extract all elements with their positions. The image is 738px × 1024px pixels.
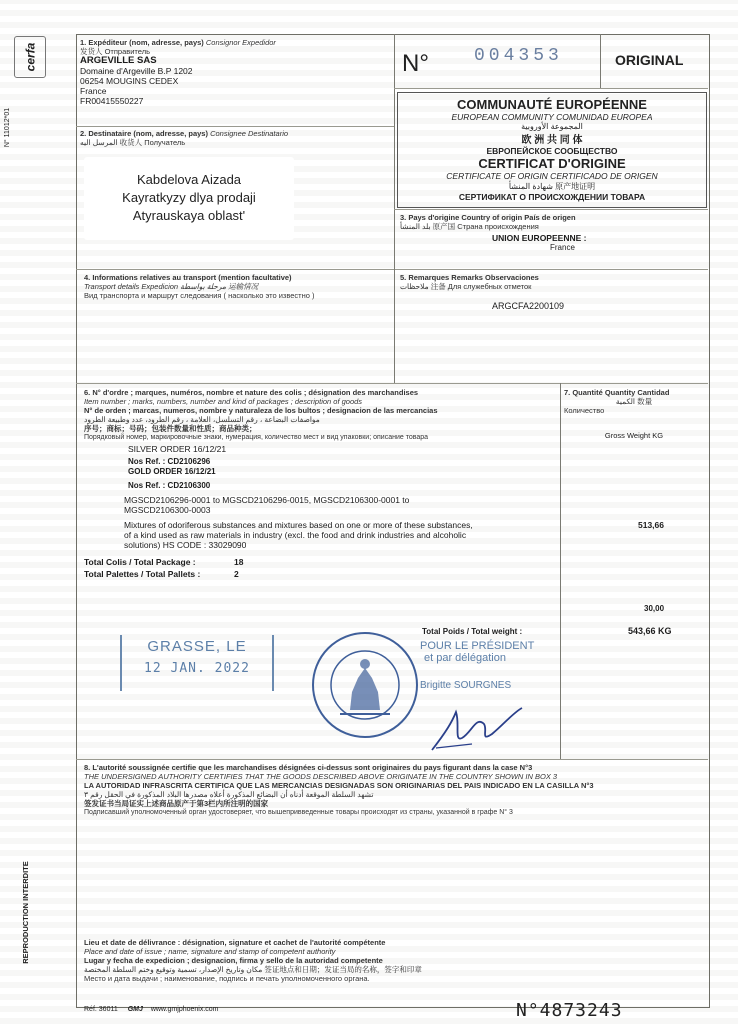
footer-ref: Réf. 36011 GMJ www.gmjphoenix.com — [84, 1006, 219, 1013]
box-4-transport: 4. Informations relatives au transport (mention facultative) Transport details Expedicion مرحلة بواسطة 运输情况 Вид транспорта и маршрут следования ( насколько это известно ) — [84, 273, 315, 300]
box-6-goods: 6. N° d'ordre ; marques, numéros, nombre et nature des colis ; désignation des marchandises Item number ; marks, numbers, number and kind of packages ; description of goods N° de orden ; marcas, numeros, nombre y naturaleza de los bultos ; designacion de las mercancias مواصفات البضاعة ، رقم التسلسل، العلامة ، رقم الطرود، عدد وطبيعة الطرود 序号；商标；号码；包装件数量和性质；商品种类； Порядковый номер, маркировочные знаки, нумерация, количество мест и вид упаковки; описание товара SILVER ORDER 16/12/21 Nos Ref. : CD2106296 GOLD ORDER 16/12/21 Nos Ref. : CD2106300 MGSCD2106296-0001 to MGSCD2106296-0015, MGSCD2106300-0001 to MGSCD2106300-0003 Mixtures of odoriferous substances and mixtures based on one or more of these substances, of a kind used as raw materials in industry (excl. the food and drink industries and alcoholic solutions) HS CODE : 33029090 Total Colis / Total Package : 18 Total Palettes / Total Pallets : 2 — [84, 388, 558, 758]
box-3-country-of-origin: 3. Pays d'origine Country of origin País de origen بلد المنشأ 原产国 Страна происхождения UNION EUROPEENNE : France — [400, 213, 587, 252]
divider-vertical-top — [394, 34, 395, 270]
divider-row-4 — [76, 759, 708, 760]
divider-number — [394, 88, 708, 89]
divider-row-2 — [76, 269, 708, 270]
total-weight-label: Total Poids / Total weight : — [422, 627, 523, 636]
seal-icon — [310, 630, 420, 740]
box-2-consignee: 2. Destinataire (nom, adresse, pays) Consignee Destinatario المرسل اليه 收货人 Получатель — [80, 129, 289, 147]
gmj-logo: GMJ — [127, 1006, 143, 1013]
chamber-seal — [310, 630, 420, 740]
box-8-certification: 8. L'autorité soussignée certifie que les marchandises désignées ci-dessus sont originaires du pays figurant dans la case N°3 THE UNDERSIGNED AUTHORITY CERTIFIES THAT THE GOODS DESCRIBED ABOVE ORIGINATE IN THE COUNTRY SHOWN IN BOX 3 LA AUTORIDAD INFRASCRITA CERTIFICA QUE LAS MERCANCIAS DESIGNADAS SON ORIGINARIAS DEL PAIS INDICADO EN LA CASILLA N°3 تشهد السلطة الموقعة أدناه أن البضائع المذكورة أعلاه مصدرها البلاد المذكورة في الحقل رقم ٣ 签发证书当局证实上述商品原产于第3栏内所注明的国家 Подписавший уполномоченный орган удостоверяет, что вышепривведенные товары происходят из страны, указанной в графе N° 3 — [84, 763, 594, 816]
consignee-overlay: Kabdelova Aizada Kayratkyzy dlya prodaji Atyrauskaya oblast' — [84, 157, 294, 240]
divider-box4-box5 — [394, 269, 395, 383]
seal-text — [310, 630, 311, 631]
reproduction-interdite: REPRODUCTION INTERDITE — [20, 861, 30, 964]
total-colis: Total Colis / Total Package : 18 — [84, 557, 244, 567]
cerfa-number: N° 11012*01 — [4, 107, 12, 148]
divider-box6-box7 — [560, 383, 561, 759]
signature-block: POUR LE PRÉSIDENT et par délégation Brigitte SOURGNES — [420, 640, 560, 750]
certificate-number: N° 004353 — [402, 46, 563, 77]
issue-place-date: Lieu et date de délivrance : désignation, signature et cachet de l'autorité compétente Place and date of issue ; name, signature and stamp of competent authority Lugar y fecha de expedicion ; designacion, firma y sello de la autoridad competente مكان وتاريخ الإصدار، تسمية وتوقيع وختم السلطة المختصة 签证地点和日期；发证当局的名称，签字和印章 Место и дата выдачи ; наименование, подпись и печать уполномоченного органа. — [84, 938, 422, 983]
box-7-quantity: 7. Quantité Quantity Cantidad الكمية 数量 Количество Gross Weight KG 513,66 30,00 543,66 KG — [564, 388, 672, 636]
cerfa-logo: cerfa — [14, 36, 46, 78]
consignor-name: ARGEVILLE SAS — [80, 55, 157, 66]
box-5-remarks: 5. Remarques Remarks Observaciones ملاحظات 注备 Для служебных отметок ARGCFA2200109 — [400, 273, 565, 311]
divider-row-3 — [76, 383, 708, 384]
divider-box1-box2 — [76, 126, 394, 127]
date-stamp: GRASSE, LE 12 JAN. 2022 — [120, 635, 274, 691]
serial-number: N°4873243 — [516, 1000, 623, 1021]
box-1-consignor: 1. Expéditeur (nom, adresse, pays) Consignor Expedidor 发货人 Отправитель ARGEVILLE SAS Domaine d'Argeville B.P 1202 06254 MOUGINS CEDEX France FR00415550227 — [80, 38, 392, 126]
divider-title-box3 — [394, 209, 708, 210]
original-box: ORIGINAL — [600, 34, 709, 88]
signature-icon — [426, 702, 546, 758]
total-palettes: Total Palettes / Total Pallets : 2 — [84, 569, 239, 579]
certificate-title: COMMUNAUTÉ EUROPÉENNE EUROPEAN COMMUNITY COMUNIDAD EUROPEA المجموعة الأوروبية 欧 洲 共 同 体 ЕВРОПЕЙСКОЕ СООБЩЕСТВО CERTIFICAT D'ORIGINE CERTIFICATE OF ORIGIN CERTIFICADO DE ORIGEN شهادة المنشأ 原产地证明 СЕРТИФИКАТ О ПРОИСХОЖДЕНИИ ТОВАРА — [397, 92, 707, 208]
